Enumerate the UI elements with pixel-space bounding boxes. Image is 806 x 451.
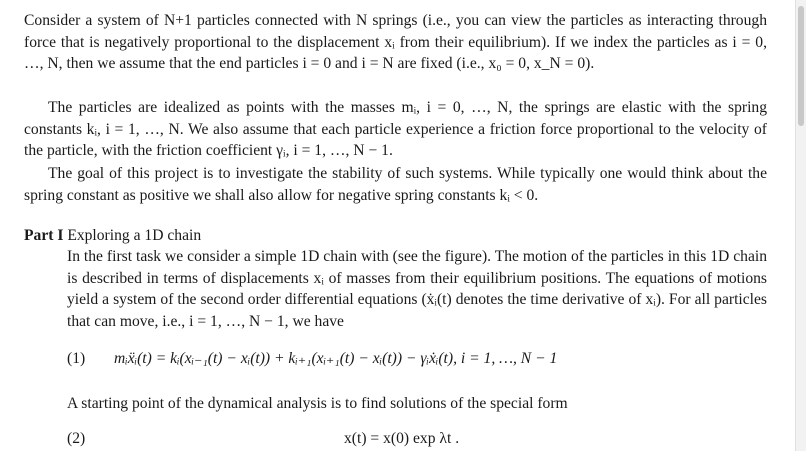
scrollbar-thumb[interactable] [798,6,804,126]
paragraph-masses-springs: The particles are idealized as points with the masses mᵢ, i = 0, …, N, the springs are elastic with the spring constants kᵢ, i = 1, …, N. We also assume that each particle experience a friction force proportional to the velocity of the particle, with the friction coefficient γᵢ, i = 1, …, N − 1. [24,99,767,160]
paragraph-special-form: A starting point of the dynamical analysis is to find solutions of the special form [67,395,568,412]
section-title: Exploring a 1D chain [67,227,202,244]
equation-1: mᵢẍᵢ(t) = kᵢ(xᵢ₋₁(t) − xᵢ(t)) + kᵢ₊₁(xᵢ₊₁(t) − xᵢ(t)) − γᵢẋᵢ(t), i = 1, …, N − 1 [114,350,558,367]
section-heading-part-1 [24,225,201,247]
vertical-scrollbar[interactable] [795,0,806,451]
equation-2-label: (2) [67,430,86,447]
paragraph-1d-chain: In the first task we consider a simple 1D chain with (see the figure). The motion of the particles in this 1D chain is described in terms of displacements xᵢ of masses from their equilibrium positions. The equations of motions yield a system of the second order differential equations (ẋᵢ(t) denotes the time derivative of xᵢ). For all particles that can move, i.e., i = 1, …, N − 1, we have [67,248,767,330]
paragraph-system-description: Consider a system of N+1 particles connected with N springs (i.e., you can view the particles as interacting through force that is negatively proportional to the displacement xᵢ from their equilibrium). If we index the particles as i = 0, …, N, then we assume that the end particles i = 0 and i = N are fixed (i.e., x₀ = 0, x_N = 0). [24,12,767,73]
equation-1-label: (1) [67,350,86,367]
paragraph-project-goal: The goal of this project is to investigate the stability of such systems. While typically one would think about the spring constant as positive we shall also allow for negative spring constants kᵢ < 0. [24,165,767,204]
equation-2: x(t) = x(0) exp λt . [344,430,460,447]
section-label: Part I [24,227,64,244]
